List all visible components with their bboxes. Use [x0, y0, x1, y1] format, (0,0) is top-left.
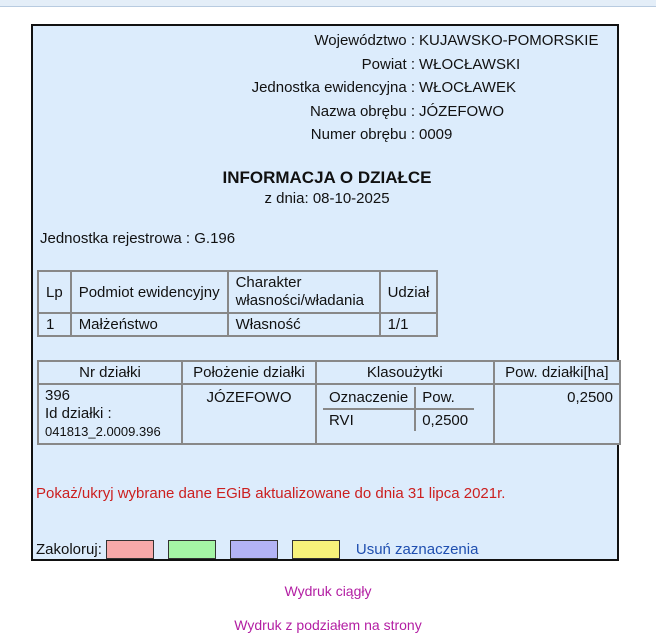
- jednostka-rejestrowa: Jednostka rejestrowa : G.196: [40, 230, 236, 247]
- print-continuous-link[interactable]: Wydruk ciągły: [284, 583, 372, 599]
- header-label: Powiat :: [361, 56, 415, 73]
- header-polozenie: Położenie działki: [182, 361, 316, 384]
- parcel-header-row: [38, 361, 620, 384]
- header-value: WŁOCŁAWSKI: [419, 56, 521, 73]
- header-charakter: Charakter własności/władania: [228, 271, 380, 313]
- header-klasouzytki: Klasoużytki: [316, 361, 494, 384]
- header-lp: Lp: [38, 271, 71, 313]
- owners-header-row: [38, 271, 437, 313]
- cell-pow: 0,2500: [415, 409, 474, 431]
- table-row: [38, 313, 437, 336]
- owners-table: [37, 270, 438, 337]
- color-swatch-green[interactable]: [168, 540, 216, 559]
- page-title: INFORMACJA O DZIAŁCE: [222, 168, 432, 187]
- cell-pow-dzialki: 0,2500: [494, 384, 620, 444]
- print-paged-link[interactable]: Wydruk z podziałem na strony: [234, 617, 422, 633]
- header-oznaczenie: Oznaczenie: [323, 387, 415, 409]
- header-row-jednostka: [33, 79, 621, 103]
- parcel-info-panel: [31, 24, 619, 561]
- klasouzytki-table: [323, 387, 474, 431]
- cell-polozenie: JÓZEFOWO: [182, 384, 316, 444]
- top-bar: [0, 0, 656, 7]
- parcel-table: [37, 360, 621, 445]
- header-label: Jednostka ewidencyjna :: [251, 79, 415, 96]
- color-swatch-blue[interactable]: [230, 540, 278, 559]
- header-row-numer-obrebu: [33, 126, 621, 150]
- header-label: Województwo :: [314, 32, 415, 49]
- header-row-powiat: [33, 56, 621, 80]
- cell-oznaczenie: RVI: [329, 412, 354, 429]
- header-nr-dzialki: Nr działki: [38, 361, 182, 384]
- colorize-label: Zakoloruj:: [36, 541, 102, 558]
- header-value: WŁOCŁAWEK: [419, 79, 516, 96]
- header-value: 0009: [419, 126, 453, 143]
- header-pow: Pow.: [415, 387, 474, 409]
- header-podmiot: Podmiot ewidencyjny: [71, 271, 228, 313]
- parcel-number: 396: [45, 387, 71, 404]
- header-value: JÓZEFOWO: [419, 103, 504, 120]
- cell-charakter: Własność: [228, 313, 380, 336]
- parcel-id-value: 041813_2.0009.396: [45, 424, 161, 439]
- cell-lp: 1: [38, 313, 71, 336]
- parcel-id-label: Id działki :: [45, 405, 112, 422]
- report-date: z dnia: 08-10-2025: [264, 190, 390, 207]
- header-row-nazwa-obrebu: [33, 103, 621, 127]
- color-swatch-red[interactable]: [106, 540, 154, 559]
- klasouzytki-header-row: [323, 387, 474, 409]
- table-row: [323, 409, 474, 431]
- cell-podmiot: Małżeństwo: [71, 313, 228, 336]
- header-label: Nazwa obrębu :: [309, 103, 415, 120]
- color-swatch-yellow[interactable]: [292, 540, 340, 559]
- cell-udzial: 1/1: [380, 313, 438, 336]
- cell-nr-dzialki: [38, 384, 182, 444]
- cell-klasouzytki: [316, 384, 494, 444]
- header-value: KUJAWSKO-POMORSKIE: [419, 32, 599, 49]
- table-row: [38, 384, 620, 444]
- colorize-toolbar: [36, 540, 478, 559]
- header-pow-dzialki: Pow. działki[ha]: [494, 361, 620, 384]
- toggle-egib-data-link[interactable]: Pokaż/ukryj wybrane dane EGiB aktualizowane do dnia 31 lipca 2021r.: [36, 485, 506, 502]
- header-udzial: Udział: [380, 271, 438, 313]
- header-row-wojewodztwo: [33, 32, 621, 56]
- clear-highlights-link[interactable]: Usuń zaznaczenia: [355, 541, 479, 558]
- header-label: Numer obrębu :: [310, 126, 415, 143]
